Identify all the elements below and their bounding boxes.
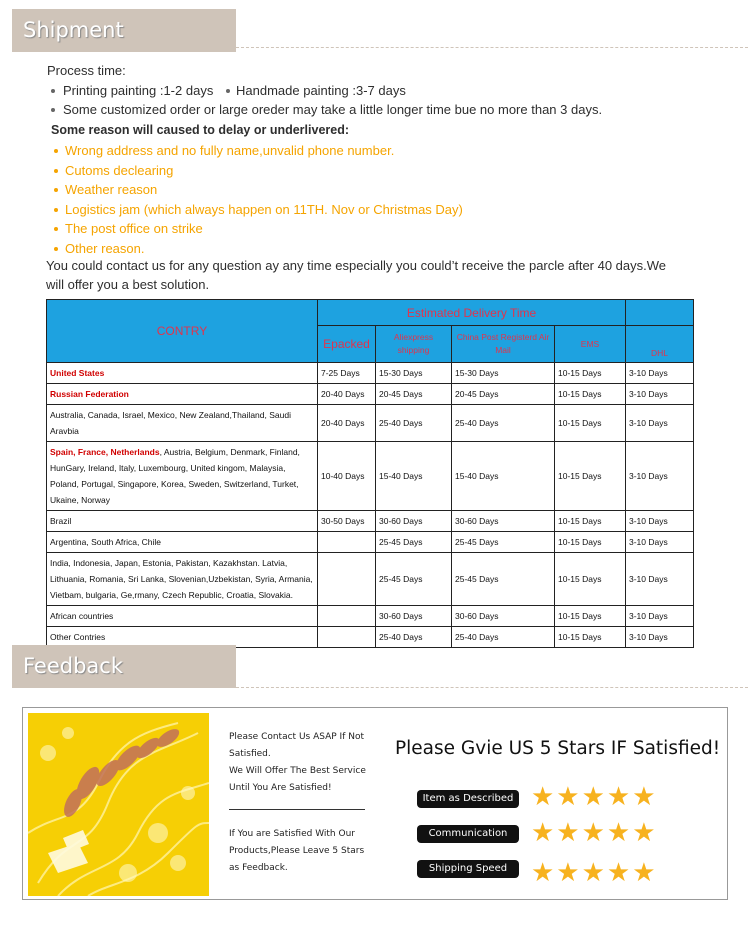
country-list: India, Indonesia, Japan, Estonia, Pakistan, Kazakhstan. Latvia, Lithuania, Romania, Sri Lanka, Slovenian,Uzbekistan, Syria, Armania, Vietbam, bulgaria, Ge,rmany, Czech Republic, Croatia, Slovakia. xyxy=(50,558,313,600)
country-highlight: Spain, France, Netherlands xyxy=(50,447,160,457)
delivery-time-cell xyxy=(318,627,376,648)
delivery-time-cell: 3-10 Days xyxy=(626,384,694,405)
feedback-divider xyxy=(236,687,748,688)
star-rating-icons: ★★★★★ xyxy=(531,817,658,847)
country-cell xyxy=(47,553,318,606)
country-list: Australia, Canada, Israel, Mexico, New Zealand,Thailand, Saudi Aravbia xyxy=(50,410,291,436)
delivery-time-cell: 20-45 Days xyxy=(452,384,555,405)
feedback-separator xyxy=(229,809,365,810)
country-cell xyxy=(47,606,318,627)
country-list: , Austria, Belgium, Denmark, Finland, HunGary, Ireland, Italy, Luxembourg, United kingom, Malaysia, Poland, Portugal, Singapore, Korea, Sweden, Switzerland, Turket, Ukaine, Norway xyxy=(50,447,300,505)
star-rating-icons: ★★★★★ xyxy=(531,857,658,887)
shipment-title: Shipment xyxy=(23,18,124,42)
shipment-divider xyxy=(236,47,748,48)
bullet xyxy=(54,169,58,173)
delivery-time-cell: 3-10 Days xyxy=(626,442,694,511)
table-row xyxy=(47,384,694,405)
delivery-time-cell: 25-45 Days xyxy=(376,553,452,606)
delivery-time-cell: 25-40 Days xyxy=(452,405,555,442)
country-cell xyxy=(47,511,318,532)
feedback-title: Feedback xyxy=(23,654,124,678)
delivery-time-cell: 30-60 Days xyxy=(452,606,555,627)
delivery-time-cell: 10-15 Days xyxy=(555,363,626,384)
process-custom: Some customized order or large oreder may take a little longer time bue no more than 3 days. xyxy=(63,102,603,117)
table-row xyxy=(47,363,694,384)
country-list: Argentina, South Africa, Chile xyxy=(50,537,162,547)
delivery-time-cell: 25-45 Days xyxy=(452,553,555,606)
delivery-time-cell: 10-40 Days xyxy=(318,442,376,511)
delivery-time-cell: 3-10 Days xyxy=(626,405,694,442)
delay-reason: The post office on strike xyxy=(65,221,203,236)
feedback-text-1-line: Until You Are Satisfied! xyxy=(229,783,332,793)
process-handmade: Handmade painting :3-7 days xyxy=(236,83,406,98)
feedback-banner-title: Please Gvie US 5 Stars IF Satisfied! xyxy=(395,738,721,759)
country-header: CONTRY xyxy=(47,300,318,363)
delay-reason: Cutoms declearing xyxy=(65,163,174,178)
delivery-time-cell xyxy=(318,532,376,553)
bullet xyxy=(54,188,58,192)
delivery-time-cell: 15-30 Days xyxy=(376,363,452,384)
delivery-time-cell: 25-40 Days xyxy=(376,627,452,648)
delivery-time-cell: 25-40 Days xyxy=(376,405,452,442)
feedback-text-2-line: If You are Satisfied With Our xyxy=(229,829,355,839)
country-cell xyxy=(47,442,318,511)
col-header-aliexpress: Aliexpress shipping xyxy=(376,326,452,363)
country-cell xyxy=(47,532,318,553)
feedback-banner xyxy=(22,707,728,900)
delivery-time-cell xyxy=(318,606,376,627)
table-row xyxy=(47,532,694,553)
table-row xyxy=(47,511,694,532)
delivery-time-cell: 3-10 Days xyxy=(626,511,694,532)
delivery-time-cell: 15-40 Days xyxy=(376,442,452,511)
feedback-header xyxy=(12,645,236,688)
feedback-text-2-line: as Feedback. xyxy=(229,863,288,873)
table-row xyxy=(47,405,694,442)
lace-fabric-image xyxy=(28,713,209,896)
country-list: African countries xyxy=(50,611,114,621)
delivery-time-cell: 10-15 Days xyxy=(555,532,626,553)
country-highlight: United States xyxy=(50,368,105,378)
delivery-time-cell: 30-50 Days xyxy=(318,511,376,532)
estimated-header: Estimated Delivery Time xyxy=(318,300,626,326)
table-row xyxy=(47,442,694,511)
country-cell xyxy=(47,384,318,405)
delay-reason: Wrong address and no fully name,unvalid phone number. xyxy=(65,143,395,158)
delivery-time-cell: 25-40 Days xyxy=(452,627,555,648)
table-row xyxy=(47,553,694,606)
feedback-text-2-line: Products,Please Leave 5 Stars xyxy=(229,846,365,856)
delivery-time-cell: 3-10 Days xyxy=(626,532,694,553)
delay-reason: Weather reason xyxy=(65,182,158,197)
delivery-time-cell: 20-40 Days xyxy=(318,405,376,442)
star-rating-icons: ★★★★★ xyxy=(531,781,658,811)
process-printing: Printing painting :1-2 days xyxy=(63,83,214,98)
delay-reason: Other reason. xyxy=(65,241,145,256)
bullet xyxy=(226,89,230,93)
delivery-time-cell: 3-10 Days xyxy=(626,363,694,384)
country-cell xyxy=(47,405,318,442)
delivery-time-cell: 10-15 Days xyxy=(555,405,626,442)
col-header-dhl: DHL xyxy=(626,326,694,363)
rating-label-shipping-speed: Shipping Speed xyxy=(417,860,519,878)
bullet xyxy=(54,227,58,231)
delivery-time-cell xyxy=(318,553,376,606)
delivery-time-cell: 30-60 Days xyxy=(452,511,555,532)
delivery-time-cell: 3-10 Days xyxy=(626,606,694,627)
delay-heading: Some reason will caused to delay or underlivered: xyxy=(51,123,350,137)
delivery-time-cell: 25-45 Days xyxy=(452,532,555,553)
delivery-time-cell: 30-60 Days xyxy=(376,606,452,627)
delivery-time-cell: 10-15 Days xyxy=(555,511,626,532)
delivery-time-cell: 7-25 Days xyxy=(318,363,376,384)
delivery-time-cell: 20-40 Days xyxy=(318,384,376,405)
rating-label-communication: Communication xyxy=(417,825,519,843)
rating-label-item-described: Item as Described xyxy=(417,790,519,808)
shipping-table xyxy=(46,299,694,648)
empty-header xyxy=(626,300,694,326)
country-list: Brazil xyxy=(50,516,72,526)
bullet xyxy=(54,149,58,153)
table-header-row xyxy=(47,300,694,326)
col-header-ems: EMS xyxy=(555,326,626,363)
feedback-text-1-line: Satisfied. xyxy=(229,749,271,759)
country-list: Other Contries xyxy=(50,632,106,642)
bullet xyxy=(54,247,58,251)
shipment-header xyxy=(12,9,236,52)
delivery-time-cell: 15-30 Days xyxy=(452,363,555,384)
bullet xyxy=(51,108,55,112)
bullet xyxy=(54,208,58,212)
country-highlight: Russian Federation xyxy=(50,389,129,399)
delivery-time-cell: 10-15 Days xyxy=(555,627,626,648)
delivery-time-cell: 25-45 Days xyxy=(376,532,452,553)
delivery-time-cell: 3-10 Days xyxy=(626,627,694,648)
col-header-epacked: Epacked xyxy=(318,326,376,363)
delivery-time-cell: 20-45 Days xyxy=(376,384,452,405)
delivery-time-cell: 15-40 Days xyxy=(452,442,555,511)
delivery-time-cell: 10-15 Days xyxy=(555,384,626,405)
bullet xyxy=(51,89,55,93)
delivery-time-cell: 10-15 Days xyxy=(555,442,626,511)
table-row xyxy=(47,606,694,627)
delivery-time-cell: 10-15 Days xyxy=(555,553,626,606)
feedback-text-1-line: Please Contact Us ASAP If Not xyxy=(229,732,365,742)
delivery-time-cell: 3-10 Days xyxy=(626,553,694,606)
delivery-time-cell: 30-60 Days xyxy=(376,511,452,532)
contact-line-2: will offer you a best solution. xyxy=(46,277,210,292)
feedback-text-1-line: We Will Offer The Best Service xyxy=(229,766,366,776)
country-cell xyxy=(47,363,318,384)
delay-reason: Logistics jam (which always happen on 11TH. Nov or Christmas Day) xyxy=(65,202,463,217)
col-header-chinapost: China Post Registerd Air Mail xyxy=(452,326,555,363)
process-heading: Process time: xyxy=(47,63,126,78)
contact-line-1: You could contact us for any question ay any time especially you could’t receive the parcle after 40 days.We xyxy=(46,258,667,273)
delivery-time-cell: 10-15 Days xyxy=(555,606,626,627)
